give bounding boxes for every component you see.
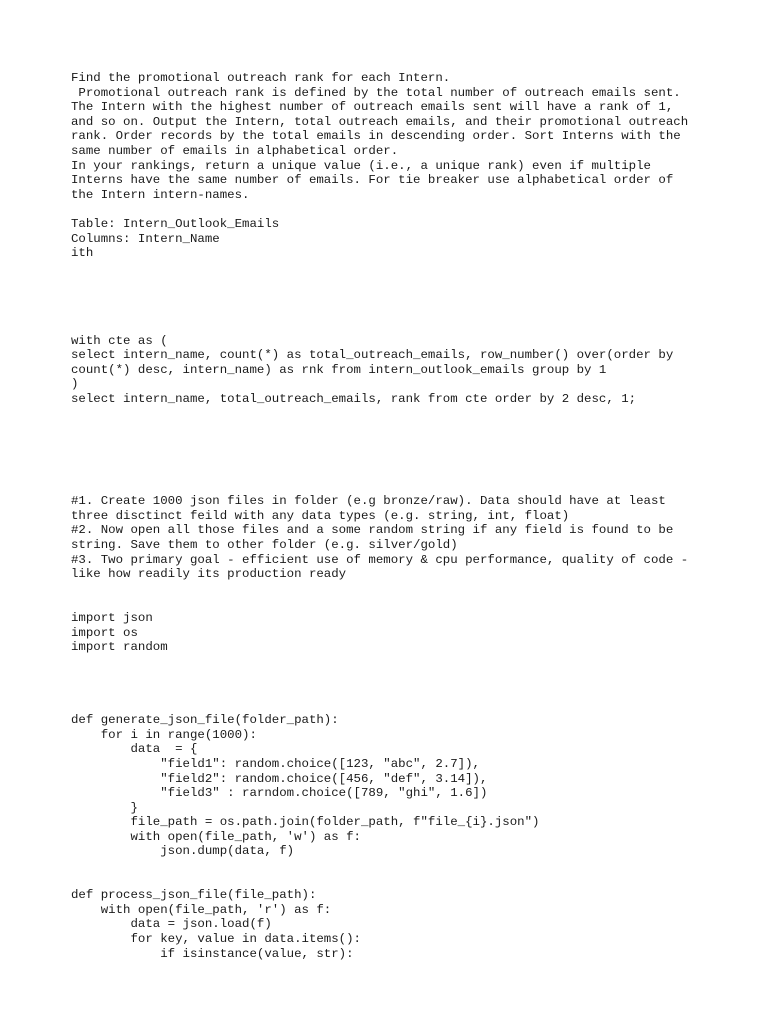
text-line: import json <box>71 610 153 625</box>
text-line: for key, value in data.items(): <box>71 932 361 947</box>
text-line <box>71 407 751 422</box>
text-line <box>71 480 751 495</box>
text-line: select intern_name, total_outreach_emails, rank from cte order by 2 desc, 1; <box>71 392 637 407</box>
text-line: select intern_name, count(*) as total_outreach_emails, row_number() over(order by <box>71 348 674 363</box>
text-line: #3. Two primary goal - efficient use of memory & cpu performance, quality of code - <box>71 552 689 567</box>
text-line: the Intern intern-names. <box>71 187 250 202</box>
text-line <box>71 669 751 684</box>
text-line <box>71 450 751 465</box>
text-line: Columns: Intern_Name <box>71 231 220 246</box>
text-line: rank. Order records by the total emails in descending order. Sort Interns with the <box>71 129 681 144</box>
text-line: same number of emails in alphabetical order. <box>71 143 399 158</box>
text-line: "field3" : rarndom.choice([789, "ghi", 1.6]) <box>71 786 488 801</box>
text-line: data = { <box>71 742 198 757</box>
text-line: and so on. Output the Intern, total outreach emails, and their promotional outreach <box>71 114 689 129</box>
text-line: In your rankings, return a unique value (i.e., a unique rank) even if multiple <box>71 158 651 173</box>
text-line <box>71 596 751 611</box>
text-line: "field1": random.choice([123, "abc", 2.7]), <box>71 756 480 771</box>
text-line: #2. Now open all those files and a some random string if any field is found to be <box>71 523 674 538</box>
text-line: #1. Create 1000 json files in folder (e.g bronze/raw). Data should have at least <box>71 494 666 509</box>
text-line: count(*) desc, intern_name) as rnk from intern_outlook_emails group by 1 <box>71 362 607 377</box>
text-line <box>71 421 751 436</box>
text-line: The Intern with the highest number of outreach emails sent will have a rank of 1, <box>71 100 674 115</box>
text-line: file_path = os.path.join(folder_path, f"file_{i}.json") <box>71 815 540 830</box>
text-line: three disctinct feild with any data types (e.g. string, int, float) <box>71 508 570 523</box>
text-line <box>71 684 751 699</box>
text-line: Interns have the same number of emails. For tie breaker use alphabetical order of <box>71 173 674 188</box>
text-line <box>71 465 751 480</box>
text-line: for i in range(1000): <box>71 727 257 742</box>
text-line: ith <box>71 246 94 261</box>
text-line: with cte as ( <box>71 333 168 348</box>
text-line: "field2": random.choice([456, "def", 3.14]), <box>71 771 488 786</box>
text-line: Table: Intern_Outlook_Emails <box>71 216 280 231</box>
text-line: with open(file_path, 'r') as f: <box>71 902 332 917</box>
text-line: if isinstance(value, str): <box>71 946 354 961</box>
text-line <box>71 290 751 305</box>
text-line: Promotional outreach rank is defined by the total number of outreach emails sent. <box>71 85 681 100</box>
text-line: ) <box>71 377 79 392</box>
text-line <box>71 202 751 217</box>
text-line: string. Save them to other folder (e.g. silver/gold) <box>71 538 458 552</box>
text-line <box>71 319 751 334</box>
text-line <box>71 275 751 290</box>
text-line <box>71 582 751 597</box>
text-line <box>71 859 751 874</box>
text-line <box>71 436 751 451</box>
text-line: with open(file_path, 'w') as f: <box>71 829 361 844</box>
text-line: like how readily its production ready <box>71 567 347 582</box>
text-line: data = json.load(f) <box>71 917 272 932</box>
text-line <box>71 261 751 276</box>
text-line: import random <box>71 640 168 655</box>
text-line: import os <box>71 625 138 640</box>
text-line: def process_json_file(file_path): <box>71 888 317 903</box>
text-line: json.dump(data, f) <box>71 844 295 859</box>
text-line: Find the promotional outreach rank for each Intern. <box>71 71 451 85</box>
text-line <box>71 305 751 320</box>
text-line: } <box>71 800 138 815</box>
document-body <box>71 71 751 961</box>
text-line <box>71 699 751 714</box>
text-line <box>71 655 751 670</box>
text-line: def generate_json_file(folder_path): <box>71 713 339 728</box>
text-line <box>71 874 751 889</box>
